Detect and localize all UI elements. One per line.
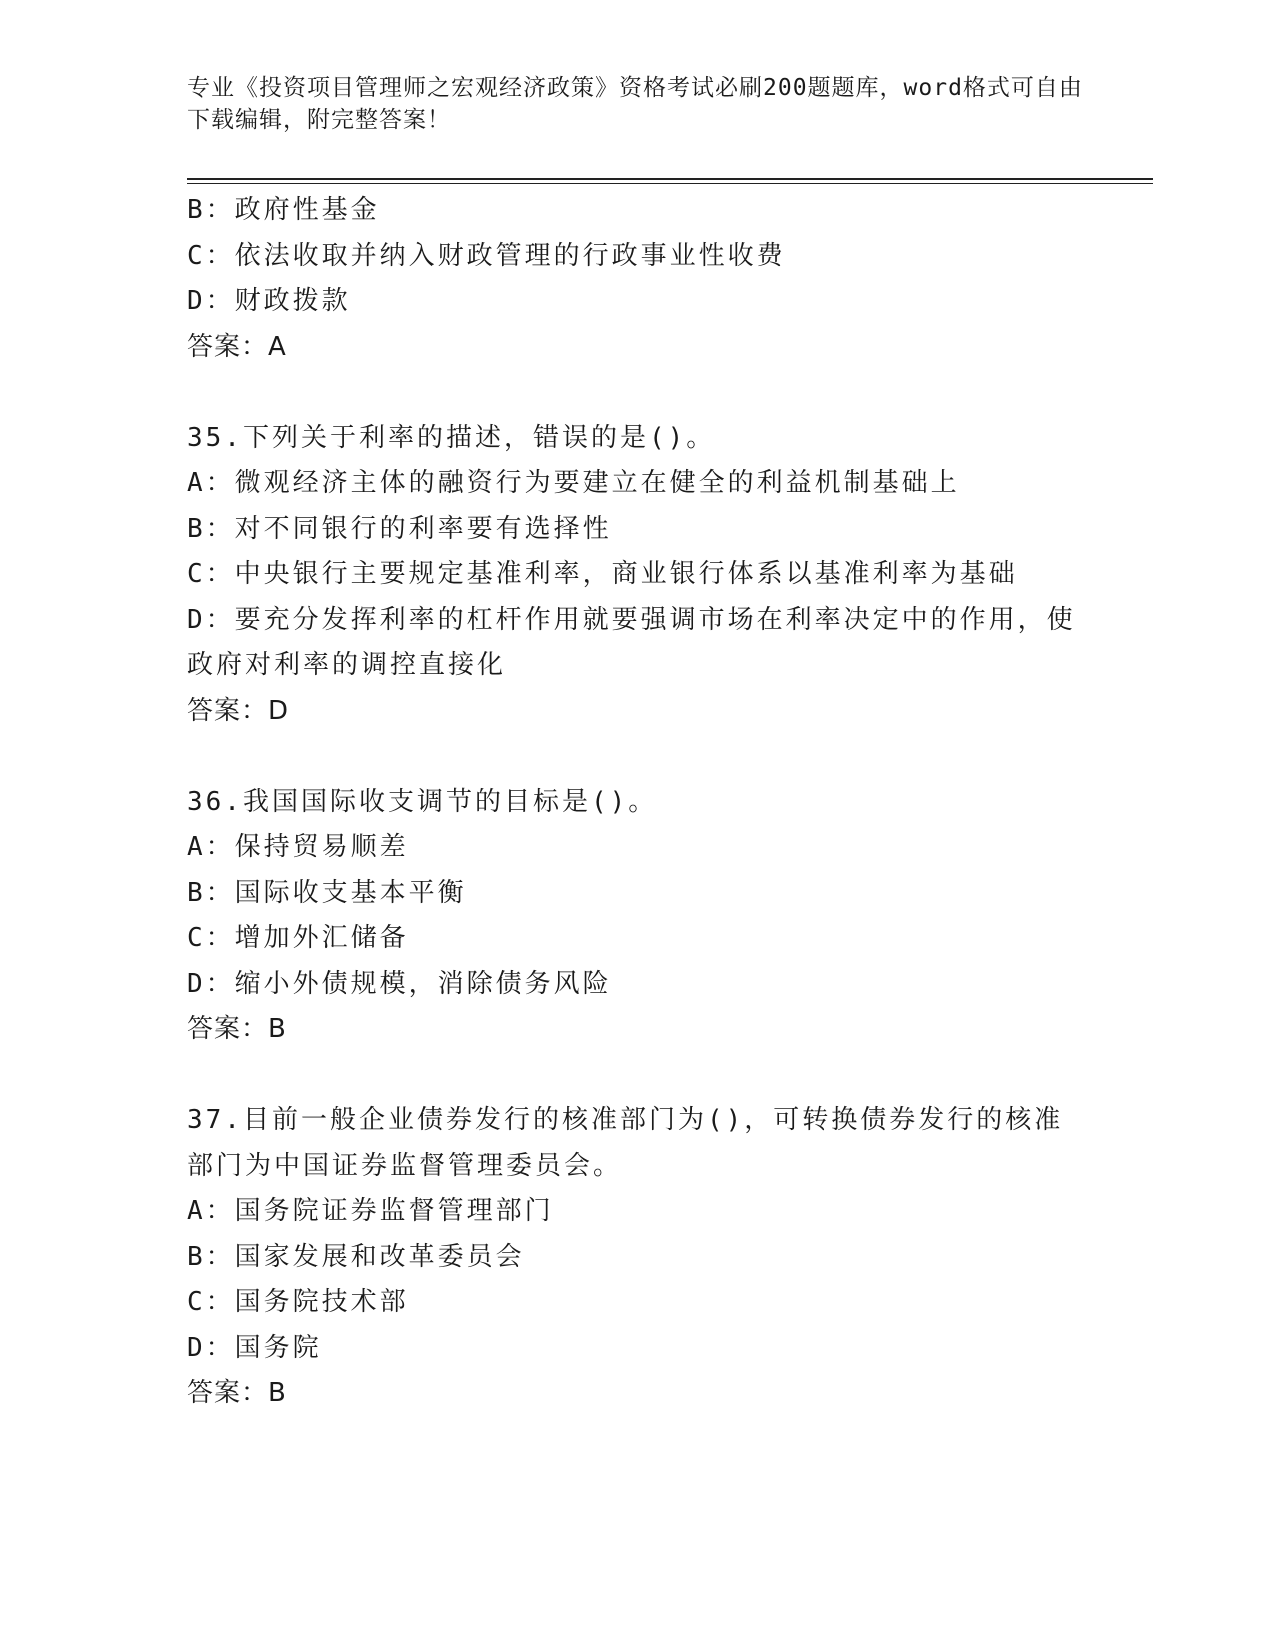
question-stem: 35.下列关于利率的描述，错误的是()。 (187, 422, 716, 453)
option-c: C：增加外汇储备 (187, 923, 409, 953)
option-a: A：微观经济主体的融资行为要建立在健全的利益机制基础上 (187, 468, 960, 498)
page-header (187, 72, 1087, 136)
question-block-prev (187, 188, 1087, 370)
option-c: C：中央银行主要规定基准利率，商业银行体系以基准利率为基础 (187, 559, 1018, 589)
question-block-36 (187, 780, 1087, 1053)
answer-line: 答案：B (187, 1378, 287, 1408)
option-b: B：国际收支基本平衡 (187, 877, 467, 908)
option-d: D：缩小外债规模，消除债务风险 (187, 968, 612, 999)
question-block-35 (187, 416, 1087, 735)
option-b: B：国家发展和改革委员会 (187, 1241, 525, 1272)
answer-line: 答案：D (187, 695, 290, 726)
header-text: 专业《投资项目管理师之宏观经济政策》资格考试必刷200题题库，word格式可自由下载编辑，附完整答案！ (187, 75, 1083, 133)
option-d: D：要充分发挥利率的杠杆作用就要强调市场在利率决定中的作用，使政府对利率的调控直接化 (187, 604, 1076, 680)
option-c: C：国务院技术部 (187, 1287, 409, 1317)
question-stem: 37.目前一般企业债券发行的核准部门为()，可转换债券发行的核准部门为中国证券监督管理委员会。 (187, 1105, 1064, 1181)
option-b: B：政府性基金 (187, 195, 380, 225)
answer-line: 答案：B (187, 1014, 287, 1044)
option-a: A：国务院证券监督管理部门 (187, 1196, 554, 1226)
option-b: B：对不同银行的利率要有选择性 (187, 513, 612, 544)
header-divider-thick (187, 178, 1153, 180)
option-a: A：保持贸易顺差 (187, 832, 409, 862)
spacer (187, 734, 1087, 780)
question-block-37 (187, 1098, 1087, 1417)
answer-line: 答案：A (187, 331, 287, 362)
question-stem: 36.我国国际收支调节的目标是()。 (187, 786, 658, 817)
document-body (187, 188, 1087, 1417)
spacer (187, 1053, 1087, 1099)
option-d: D：财政拨款 (187, 286, 351, 316)
header-divider-thin (187, 183, 1153, 184)
option-c: C：依法收取并纳入财政管理的行政事业性收费 (187, 240, 786, 271)
option-d: D：国务院 (187, 1332, 322, 1363)
spacer (187, 370, 1087, 416)
